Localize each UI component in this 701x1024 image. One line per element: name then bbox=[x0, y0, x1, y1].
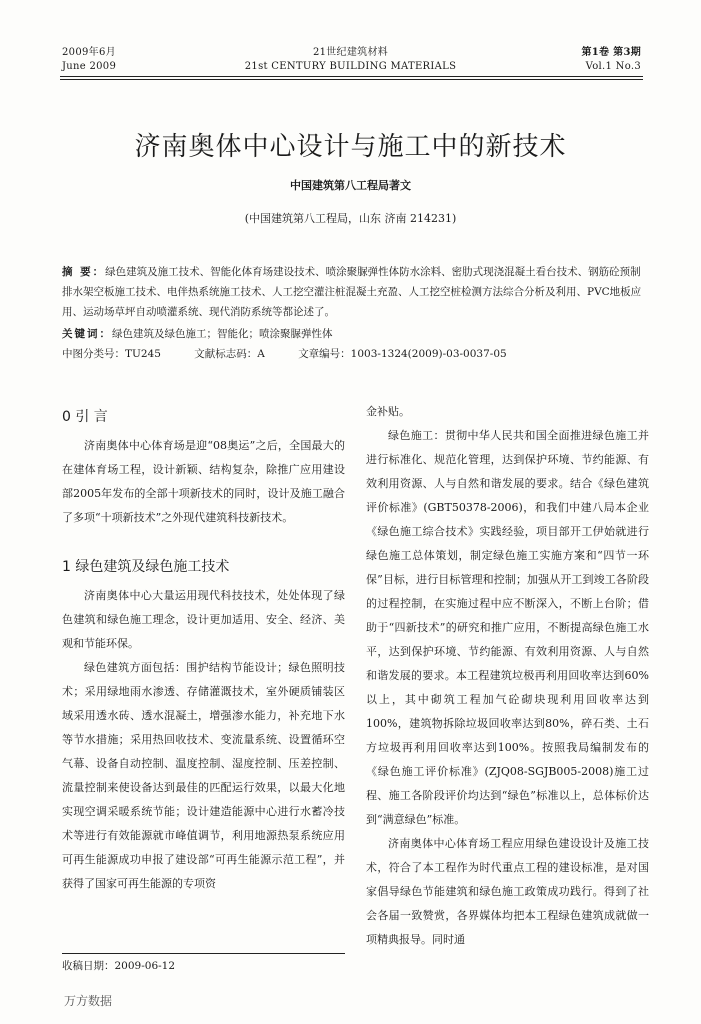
header-rule-thick bbox=[60, 76, 643, 77]
header-volume-en: Vol.1 No.3 bbox=[585, 61, 641, 72]
paragraph: 金补贴。 bbox=[366, 405, 410, 418]
paragraph: 济南奥体中心体育场是迎“08奥运”之后，全国最大的在建体育场工程，设计新颖、结构复杂，除推广应用建设部2005年发布的全部十项新技术的同时，设计及施工融合了多项“十项新技术”之外现代建筑科技新技术。 bbox=[62, 439, 345, 524]
header-date-en: June 2009 bbox=[62, 61, 117, 72]
header-rule-thin bbox=[60, 79, 643, 80]
abstract-label: 摘 要： bbox=[62, 266, 106, 278]
abstract-text: 绿色建筑及施工技术、智能化体育场建设技术、喷涂聚脲弹性体防水涂料、密肋式现浇混凝土看台技术、钢筋砼预制排水架空板施工技术、电伴热系统施工技术、人工挖空灌注桩混凝土充盈、人工挖空桩检测方法综合分析及利用、PVC地板应用、运动场草坪自动喷灌系统、现代消防系统等都论述了。 bbox=[62, 266, 642, 318]
article-number: 文章编号：1003-1324(2009)-03-0037-05 bbox=[298, 348, 507, 360]
article-affiliation: (中国建筑第八工程局，山东 济南 214231) bbox=[244, 212, 457, 225]
footnote-rule bbox=[62, 953, 345, 954]
document-code: 文献标志码：A bbox=[194, 348, 265, 360]
header-volume bbox=[582, 46, 642, 74]
watermark: 万方数据 bbox=[64, 994, 113, 1008]
paragraph: 济南奥体中心大量运用现代科技技术，处处体现了绿色建筑和绿色施工理念，设计更加适用、安全、经济、美观和节能环保。 bbox=[62, 589, 345, 650]
article-author: 中国建筑第八工程局著文 bbox=[290, 179, 411, 192]
keywords-text: 绿色建筑及绿色施工；智能化；喷涂聚脲弹性体 bbox=[112, 328, 333, 340]
section-1-heading: 1 绿色建筑及绿色施工技术 bbox=[62, 559, 230, 575]
header-journal-cn: 21世纪建筑材料 bbox=[312, 47, 389, 58]
clc-number: 中图分类号：TU245 bbox=[62, 348, 161, 360]
article-meta bbox=[62, 346, 642, 361]
header-journal-en: 21st CENTURY BUILDING MATERIALS bbox=[244, 61, 457, 72]
abstract bbox=[62, 262, 642, 322]
section-0-heading: 0 引 言 bbox=[62, 409, 108, 425]
keywords bbox=[62, 324, 642, 344]
keywords-label: 关键词： bbox=[62, 328, 112, 340]
header-date-cn: 2009年6月 bbox=[62, 47, 116, 58]
article-title: 济南奥体中心设计与施工中的新技术 bbox=[134, 132, 567, 162]
paragraph: 济南奥体中心体育场工程应用绿色建设设计及施工技术，符合了本工程作为时代重点工程的建设标准，是对国家倡导绿色节能建筑和绿色施工政策成功践行。得到了社会各届一致赞赏，各界媒体均把本工程绿色建筑成就做一项精典报导。同时通 bbox=[366, 837, 649, 946]
received-date: 收稿日期：2009-06-12 bbox=[62, 960, 176, 972]
paragraph: 绿色施工：贯彻中华人民共和国全面推进绿色施工并进行标准化、规范化管理，达到保护环境、节约能源、有效利用资源、人与自然和谐发展的要求。结合《绿色建筑评价标准》(GBT50378-2006)，和我们中建八局本企业《绿色施工综合技术》实践经验，项目部开工伊始就进行绿色施工总体策划，制定绿色施工实施方案和“四节一环保”目标，进行目标管理和控制；加强从开工到竣工各阶段的过程控制，在实施过程中应不断深入，不断上台阶；借助于“四新技术”的研究和推广应用，不断提高绿色施工水平，达到保护环境、节约能源、有效利用资源、人与自然和谐发展的要求。本工程建筑垃极再利用回收率达到60%以上，其中砌筑工程加气砼砌块现利用回收率达到100%，建筑物拆除垃圾回收率达到80%，碎石类、土石方垃圾再利用回收率达到100%。按照我局编制发布的《绿色施工评价标准》(ZJQ08-SGJB005-2008)施工过程、施工各阶段评价均达到“绿色”标准以上，总体标价达到“满意绿色”标准。 bbox=[366, 429, 649, 826]
paragraph: 绿色建筑方面包括：围护结构节能设计；绿色照明技术；采用绿地雨水渗透、存储灌溉技术，室外硬质铺装区域采用透水砖、透水混凝土，增强渗水能力，补充地下水等节水措施；采用热回收技术、变流量系统、设置循环空气幕、设备自动控制、温度控制、湿度控制、压差控制、流量控制来使设备达到最佳的匹配运行效果，以最大化地实现空调采暖系统节能；设计建造能源中心进行水蓄冷技术等进行有效能源就市峰值调节，利用地源热泵系统应用可再生能源成功申报了建设部“可再生能源示范工程”，并获得了国家可再生能源的专项资 bbox=[62, 661, 345, 890]
left-column bbox=[62, 400, 345, 896]
right-column bbox=[366, 400, 649, 952]
header-volume-cn: 第1卷 第3期 bbox=[581, 47, 641, 58]
